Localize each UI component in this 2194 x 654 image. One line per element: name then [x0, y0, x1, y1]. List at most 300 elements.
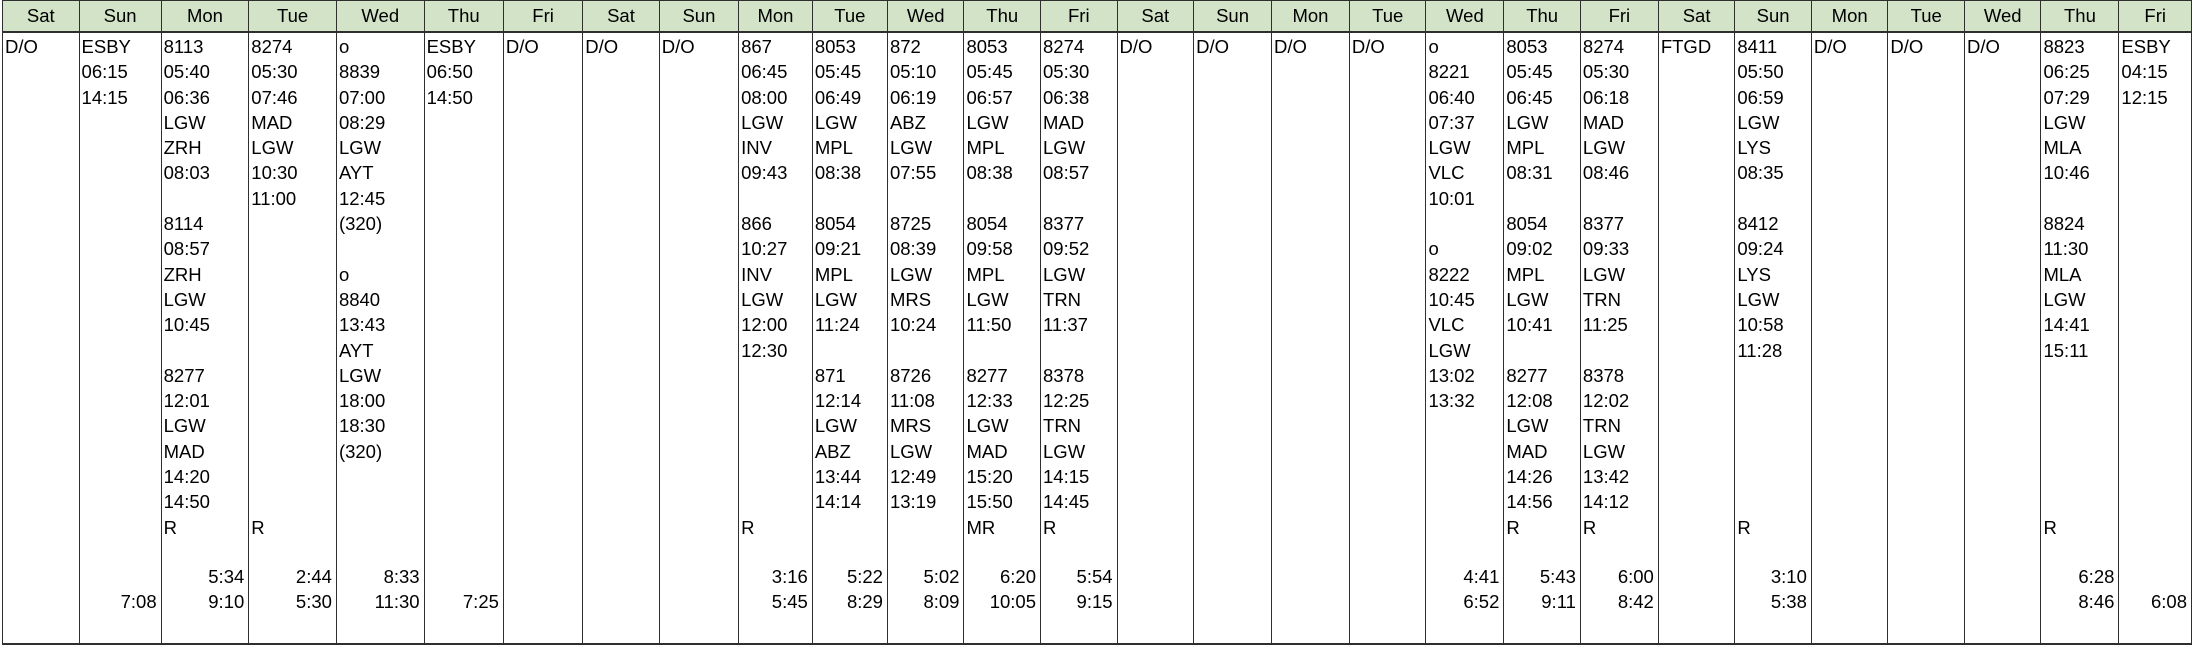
duty-line: [251, 464, 297, 489]
duty-line: AYT: [338, 339, 374, 361]
duty-line: [966, 186, 1012, 211]
flight-time: 8:33: [383, 566, 420, 587]
duty-line: MAD: [1506, 440, 1548, 462]
duty-line: 05:50: [1737, 61, 1784, 83]
duty-line: 06:25: [2043, 61, 2090, 83]
header-row: [3, 1, 2192, 33]
duty-line: [1737, 388, 1783, 413]
duty-line: LGW: [741, 111, 784, 133]
duty-time: 8:42: [1617, 591, 1654, 613]
duty-lines: [1506, 34, 1552, 540]
duty-time: 6:08: [2150, 591, 2187, 613]
duty-line: [1737, 413, 1783, 438]
day-header: Fri: [1580, 1, 1658, 33]
duty-lines: [1120, 34, 1153, 59]
duty-line: 10:24: [889, 314, 937, 336]
duty-line: R: [251, 516, 265, 538]
flight-time: [121, 564, 157, 589]
duty-line: 8839: [338, 61, 381, 83]
duty-line: 06:57: [966, 86, 1013, 108]
duty-line: 867: [741, 36, 772, 57]
duty-line: 8277: [966, 364, 1008, 386]
day-cell: [1349, 32, 1426, 644]
duty-line: 8277: [163, 364, 205, 386]
duty-line: 12:08: [1506, 390, 1553, 412]
duty-line: [251, 338, 297, 363]
duty-line: 8054: [1506, 213, 1548, 235]
duty-line: [251, 262, 297, 287]
duty-line: LGW: [1043, 440, 1086, 462]
duty-line: 13:19: [889, 491, 937, 513]
day-cell: [336, 32, 424, 644]
duty-line: [1043, 338, 1089, 363]
day-cell: [1041, 32, 1118, 644]
duty-line: LYS: [1737, 137, 1771, 159]
duty-line: LGW: [889, 440, 933, 462]
duty-line: LGW: [1582, 137, 1626, 159]
duty-line: [2043, 413, 2089, 438]
duty-lines: [506, 34, 539, 59]
duty-line: LGW: [966, 111, 1009, 133]
day-cell: [1658, 32, 1735, 644]
duty-line: 05:10: [889, 61, 937, 83]
duty-line: 866: [741, 213, 772, 235]
duty-line: 11:24: [814, 314, 860, 336]
duty-line: 05:45: [1506, 61, 1553, 83]
day-cell: [424, 32, 503, 644]
duty-line: [251, 363, 297, 388]
duty-line: R: [1582, 516, 1597, 538]
duty-line: MAD: [1582, 111, 1625, 133]
day-cell: [2119, 32, 2192, 644]
duty-line: 06:36: [163, 86, 210, 108]
duty-line: [815, 338, 861, 363]
day-header: Thu: [1504, 1, 1581, 33]
duty-line: 14:20: [163, 466, 210, 488]
duty-line: [741, 464, 787, 489]
duty-line: LGW: [338, 364, 382, 386]
duty-line: 06:49: [814, 86, 862, 108]
duty-line: 12:49: [889, 466, 937, 488]
duty-line: 08:38: [814, 162, 862, 184]
duty-line: TRN: [1582, 288, 1621, 310]
duty-line: 15:50: [966, 491, 1013, 513]
duty-line: 8824: [2043, 213, 2085, 235]
duty-line: MLA: [2043, 137, 2082, 159]
duty-line: 08:46: [1582, 162, 1630, 184]
day-header: Wed: [336, 1, 424, 33]
day-cell: [2041, 32, 2119, 644]
duty-line: 14:14: [814, 491, 862, 513]
duty-line: MAD: [251, 111, 293, 133]
duty-line: 12:33: [966, 390, 1013, 412]
duty-line: LGW: [1506, 111, 1549, 133]
duty-time: 10:05: [989, 591, 1037, 613]
duty-line: LGW: [741, 288, 784, 310]
duty-line: [2043, 186, 2089, 211]
day-header: Thu: [2041, 1, 2119, 33]
duty-lines: [585, 34, 618, 59]
duty-line: D/O: [505, 36, 539, 57]
duty-line: [1737, 186, 1783, 211]
duty-line: [2043, 388, 2089, 413]
duty-line: 10:45: [163, 314, 210, 336]
duty-line: ABZ: [814, 440, 851, 462]
duty-line: LGW: [814, 415, 857, 437]
duty-line: o: [338, 36, 350, 57]
duty-line: 11:08: [889, 390, 935, 412]
duty-line: 13:43: [338, 314, 386, 336]
day-header: Mon: [1811, 1, 1888, 33]
duty-line: D/O: [1351, 36, 1385, 57]
duty-line: 05:30: [1582, 61, 1630, 83]
day-cell: [3, 32, 80, 644]
duty-line: [890, 186, 936, 211]
duty-line: MAD: [163, 440, 205, 462]
duty-lines: [164, 34, 210, 540]
duty-totals: [208, 564, 244, 615]
duty-line: 05:30: [251, 61, 298, 83]
duty-lines: [2043, 34, 2089, 540]
flight-time: 3:10: [1770, 566, 1807, 587]
day-cell: [1580, 32, 1658, 644]
day-header: Fri: [2119, 1, 2192, 33]
duty-totals: [923, 564, 959, 615]
duty-line: FTGD: [1660, 36, 1712, 57]
duty-line: R: [741, 516, 755, 538]
duty-line: 09:43: [741, 162, 788, 184]
duty-line: D/O: [1813, 36, 1847, 57]
day-header: Sat: [583, 1, 660, 33]
day-cell: [1504, 32, 1581, 644]
duty-line: LGW: [1737, 111, 1780, 133]
duty-line: MRS: [889, 415, 932, 437]
duty-line: 06:18: [1582, 86, 1630, 108]
day-header: Sat: [1117, 1, 1194, 33]
duty-time: 7:25: [462, 591, 499, 613]
duty-totals: [2078, 564, 2114, 615]
day-cell: [79, 32, 161, 644]
duty-line: LYS: [1737, 263, 1771, 285]
duty-line: LGW: [163, 111, 206, 133]
duty-line: [2043, 363, 2089, 388]
day-header: Sat: [3, 1, 80, 33]
duty-line: MPL: [814, 263, 853, 285]
duty-line: 12:45: [338, 187, 386, 209]
duty-line: D/O: [585, 36, 619, 57]
duty-line: [251, 312, 297, 337]
duty-line: [741, 363, 787, 388]
duty-line: [164, 338, 210, 363]
duty-line: 8840: [338, 288, 381, 310]
duty-line: LGW: [163, 415, 206, 437]
duty-line: [741, 439, 787, 464]
flight-time: 5:54: [1076, 566, 1113, 587]
flight-time: 4:41: [1463, 566, 1500, 587]
duty-line: 11:30: [2043, 238, 2089, 260]
duty-line: [1428, 211, 1474, 236]
duty-line: 05:45: [814, 61, 862, 83]
duty-line: R: [2043, 516, 2057, 538]
duty-line: [966, 338, 1012, 363]
duty-line: [1506, 338, 1552, 363]
duty-line: [1043, 186, 1089, 211]
duty-line: LGW: [2043, 288, 2086, 310]
duty-line: LGW: [1043, 263, 1086, 285]
duty-line: LGW: [889, 137, 933, 159]
duty-line: 8054: [814, 213, 856, 235]
duty-line: 12:01: [163, 390, 210, 412]
day-header: Fri: [503, 1, 582, 33]
duty-line: 06:45: [741, 61, 788, 83]
duty-line: [741, 413, 787, 438]
duty-lines: [1661, 34, 1711, 59]
duty-line: LGW: [1506, 288, 1549, 310]
duty-lines: [741, 34, 787, 540]
flight-time: 2:44: [295, 566, 332, 587]
duty-line: 07:00: [338, 86, 386, 108]
duty-line: MPL: [966, 263, 1005, 285]
day-header: Mon: [1272, 1, 1350, 33]
duty-line: 09:24: [1737, 238, 1784, 260]
duty-line: [1506, 186, 1552, 211]
duty-totals: [296, 564, 332, 615]
duty-line: [251, 236, 297, 261]
duty-line: 8053: [966, 36, 1008, 57]
duty-line: 14:15: [81, 86, 128, 108]
duty-line: LGW: [1428, 339, 1471, 361]
duty-line: INV: [741, 137, 772, 159]
duty-line: INV: [741, 263, 772, 285]
duty-line: TRN: [1582, 415, 1621, 437]
duty-line: 14:41: [2043, 314, 2090, 336]
duty-line: AYT: [338, 162, 374, 184]
duty-lines: [82, 34, 131, 110]
duty-line: [251, 388, 297, 413]
duty-line: 09:21: [814, 238, 862, 260]
duty-line: 07:29: [2043, 86, 2090, 108]
duty-line: 11:00: [251, 187, 297, 209]
duty-lines: [1196, 34, 1229, 59]
duty-totals: [990, 564, 1036, 615]
duty-line: LGW: [966, 288, 1009, 310]
duty-line: D/O: [1119, 36, 1153, 57]
duty-line: 08:29: [338, 111, 386, 133]
day-header: Sun: [79, 1, 161, 33]
duty-lines: [815, 34, 861, 515]
duty-line: 8222: [1428, 263, 1470, 285]
roster-table: [2, 0, 2192, 645]
duty-line: 09:58: [966, 238, 1013, 260]
duty-line: ESBY: [2121, 36, 2171, 57]
duty-line: 8221: [1428, 61, 1470, 83]
day-cell: [503, 32, 582, 644]
day-header: Wed: [887, 1, 964, 33]
duty-line: 08:00: [741, 86, 788, 108]
duty-line: LGW: [1428, 137, 1471, 159]
duty-line: o: [1428, 238, 1439, 260]
duty-row: [3, 32, 2192, 644]
day-header: Tue: [812, 1, 887, 33]
duty-line: VLC: [1428, 162, 1465, 184]
duty-totals: [1618, 564, 1654, 615]
duty-line: 08:57: [1043, 162, 1090, 184]
duty-line: 15:20: [966, 466, 1013, 488]
duty-totals: [463, 564, 499, 615]
duty-time: 11:30: [374, 591, 420, 613]
day-header: Sun: [1194, 1, 1272, 33]
duty-line: 05:45: [966, 61, 1013, 83]
day-cell: [1272, 32, 1350, 644]
duty-line: [741, 489, 787, 514]
day-header: Sun: [1735, 1, 1812, 33]
duty-line: TRN: [1043, 288, 1082, 310]
duty-lines: [251, 34, 297, 540]
day-cell: [1194, 32, 1272, 644]
duty-line: LGW: [1737, 288, 1780, 310]
duty-line: 8274: [251, 36, 293, 57]
duty-line: 8053: [814, 36, 856, 57]
duty-line: 14:45: [1043, 491, 1090, 513]
duty-line: LGW: [814, 288, 857, 310]
day-cell: [161, 32, 249, 644]
duty-line: D/O: [1274, 36, 1307, 57]
duty-line: [815, 186, 861, 211]
duty-line: [2043, 489, 2089, 514]
duty-line: 8054: [966, 213, 1008, 235]
duty-line: 11:28: [1737, 339, 1783, 361]
day-cell: [1811, 32, 1888, 644]
duty-line: 18:30: [338, 415, 386, 437]
duty-line: 11:25: [1582, 314, 1628, 336]
duty-line: [251, 413, 297, 438]
duty-line: [1737, 363, 1783, 388]
flight-time: [2151, 564, 2187, 589]
duty-line: D/O: [1966, 36, 2000, 57]
duty-line: 07:46: [251, 86, 298, 108]
duty-lines: [1274, 34, 1307, 59]
duty-totals: [121, 564, 157, 615]
duty-line: MPL: [1506, 137, 1545, 159]
duty-line: 18:00: [338, 390, 386, 412]
duty-line: o: [1428, 36, 1439, 57]
duty-lines: [1737, 34, 1783, 540]
duty-line: 06:38: [1043, 86, 1090, 108]
duty-line: 872: [889, 36, 921, 57]
duty-line: o: [338, 263, 350, 285]
day-cell: [1964, 32, 2041, 644]
duty-line: LGW: [1582, 263, 1626, 285]
flight-time: 5:22: [846, 566, 883, 587]
duty-line: 14:26: [1506, 466, 1553, 488]
duty-line: 13:32: [1428, 390, 1475, 412]
duty-line: 11:50: [966, 314, 1012, 336]
duty-time: 5:38: [1770, 591, 1807, 613]
duty-line: [1583, 338, 1629, 363]
duty-time: 7:08: [120, 591, 157, 613]
duty-totals: [1463, 564, 1499, 615]
duty-line: LGW: [889, 263, 933, 285]
flight-time: [463, 564, 499, 589]
duty-line: LGW: [814, 111, 857, 133]
duty-line: D/O: [5, 36, 38, 57]
duty-line: 10:27: [741, 238, 788, 260]
duty-totals: [772, 564, 808, 615]
duty-line: [339, 236, 385, 261]
duty-lines: [1814, 34, 1847, 59]
duty-line: MLA: [2043, 263, 2082, 285]
duty-line: 8274: [1043, 36, 1085, 57]
duty-time: 8:09: [923, 591, 960, 613]
duty-time: 6:52: [1463, 591, 1500, 613]
duty-lines: [427, 34, 476, 110]
duty-line: 8412: [1737, 213, 1779, 235]
duty-lines: [1428, 34, 1474, 413]
duty-lines: [1352, 34, 1385, 59]
duty-line: 12:14: [814, 390, 862, 412]
flight-time: 5:34: [208, 566, 245, 587]
flight-time: 3:16: [771, 566, 808, 587]
duty-line: 8274: [1582, 36, 1625, 57]
day-cell: [887, 32, 964, 644]
duty-line: 07:55: [889, 162, 937, 184]
duty-line: 04:15: [2121, 61, 2168, 83]
duty-line: 10:30: [251, 162, 298, 184]
duty-line: 10:45: [1428, 288, 1475, 310]
duty-lines: [1967, 34, 2000, 59]
duty-time: 5:30: [295, 591, 332, 613]
duty-totals: [1771, 564, 1807, 615]
duty-time: 9:10: [208, 591, 245, 613]
duty-totals: [1540, 564, 1576, 615]
duty-line: ESBY: [81, 36, 131, 57]
duty-line: LGW: [1582, 440, 1626, 462]
duty-line: MPL: [966, 137, 1005, 159]
duty-line: 14:50: [163, 491, 210, 513]
day-cell: [739, 32, 813, 644]
duty-line: [890, 338, 936, 363]
duty-line: 08:38: [966, 162, 1013, 184]
duty-line: LGW: [2043, 111, 2086, 133]
duty-line: 10:41: [1506, 314, 1553, 336]
duty-line: 08:03: [163, 162, 210, 184]
duty-line: 10:46: [2043, 162, 2090, 184]
duty-time: 8:46: [2078, 591, 2115, 613]
duty-line: 06:40: [1428, 86, 1475, 108]
duty-line: 07:37: [1428, 111, 1475, 133]
duty-line: MR: [966, 516, 996, 538]
duty-line: [251, 439, 297, 464]
duty-line: MPL: [814, 137, 853, 159]
duty-line: 15:11: [2043, 339, 2089, 361]
day-header: Fri: [1041, 1, 1118, 33]
duty-time: 5:45: [771, 591, 808, 613]
duty-line: MAD: [1043, 111, 1085, 133]
duty-line: 09:52: [1043, 238, 1090, 260]
day-cell: [1426, 32, 1504, 644]
duty-line: 8725: [889, 213, 932, 235]
duty-line: 10:58: [1737, 314, 1784, 336]
duty-line: 05:40: [163, 61, 210, 83]
duty-line: 8377: [1043, 213, 1085, 235]
duty-line: 08:39: [889, 238, 937, 260]
day-header: Tue: [1349, 1, 1426, 33]
duty-line: LGW: [251, 137, 294, 159]
duty-line: 8377: [1582, 213, 1625, 235]
day-cell: [583, 32, 660, 644]
duty-line: [1583, 186, 1629, 211]
duty-line: LGW: [163, 288, 206, 310]
